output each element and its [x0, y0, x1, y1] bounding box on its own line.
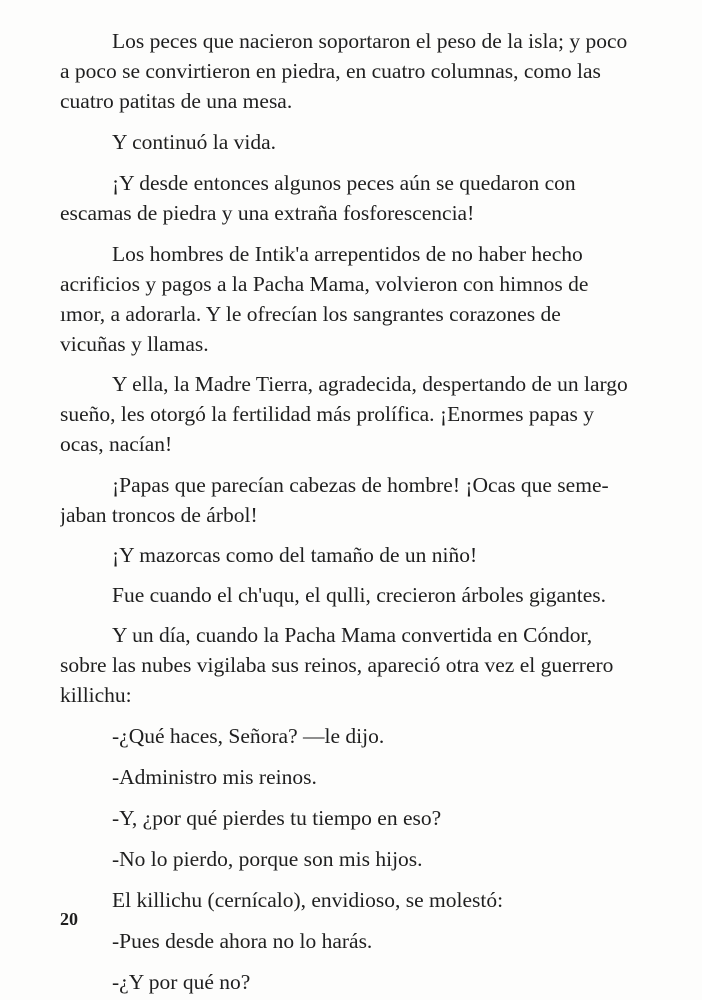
text-line: sueño, les otorgó la fertilidad más prolífica. ¡Enormes papas y	[60, 402, 594, 426]
text-line: sobre las nubes vigilaba sus reinos, apareció otra vez el guerrero	[60, 653, 614, 677]
paragraph-giant-trees	[60, 580, 696, 610]
dialogue-line	[60, 844, 696, 874]
text-line: -No lo pierdo, porque son mis hijos.	[112, 847, 423, 871]
text-line: ocas, nacían!	[60, 432, 173, 456]
text-line: -Pues desde ahora no lo harás.	[112, 929, 373, 953]
text-line: Y un día, cuando la Pacha Mama convertida en Cóndor,	[112, 623, 593, 647]
text-line: vicuñas y llamas.	[60, 332, 209, 356]
dialogue-line	[60, 967, 696, 997]
text-line: -¿Qué haces, Señora? —le dijo.	[112, 724, 385, 748]
text-line: Fue cuando el ch'uqu, el qulli, crecieron árboles gigantes.	[112, 583, 607, 607]
text-line: Los peces que nacieron soportaron el peso de la isla; y poco	[112, 29, 628, 53]
text-line: ¡Papas que parecían cabezas de hombre! ¡Ocas que seme-	[112, 473, 609, 497]
paragraph-fish-stone	[60, 26, 696, 116]
text-line: a poco se convirtieron en piedra, en cuatro columnas, como las	[60, 59, 601, 83]
text-line: El killichu (cernícalo), envidioso, se molestó:	[112, 888, 504, 912]
text-line: Los hombres de Intik'a arrepentidos de no haber hecho	[112, 242, 583, 266]
dialogue-line	[60, 926, 696, 956]
dialogue-line	[60, 803, 696, 833]
text-line: ımor, a adorarla. Y le ofrecían los sangrantes corazones de	[60, 302, 561, 326]
text-line: jaban troncos de árbol!	[60, 503, 258, 527]
text-line: cuatro patitas de una mesa.	[60, 89, 293, 113]
paragraph-condor	[60, 620, 696, 710]
text-line: ¡Y mazorcas como del tamaño de un niño!	[112, 543, 478, 567]
page-body-text	[60, 26, 696, 997]
paragraph-men-of-intika	[60, 239, 696, 359]
narration-line	[60, 885, 696, 915]
text-line: ¡Y desde entonces algunos peces aún se quedaron con	[112, 171, 576, 195]
text-line: acrificios y pagos a la Pacha Mama, volvieron con himnos de	[60, 272, 589, 296]
text-line: killichu:	[60, 683, 132, 707]
text-line: -¿Y por qué no?	[112, 970, 251, 994]
text-line: -Administro mis reinos.	[112, 765, 317, 789]
page-number: 20	[60, 909, 78, 929]
text-line: Y continuó la vida.	[112, 130, 277, 154]
dialogue-line	[60, 721, 696, 751]
paragraph-life-continued	[60, 127, 696, 157]
paragraph-stone-scales	[60, 168, 696, 228]
text-line: Y ella, la Madre Tierra, agradecida, despertando de un largo	[112, 372, 628, 396]
text-line: -Y, ¿por qué pierdes tu tiempo en eso?	[112, 806, 442, 830]
paragraph-mother-earth	[60, 369, 696, 459]
paragraph-corn-cobs	[60, 540, 696, 570]
dialogue-line	[60, 762, 696, 792]
text-line: escamas de piedra y una extraña fosforescencia!	[60, 201, 475, 225]
paragraph-giant-potatoes	[60, 470, 696, 530]
